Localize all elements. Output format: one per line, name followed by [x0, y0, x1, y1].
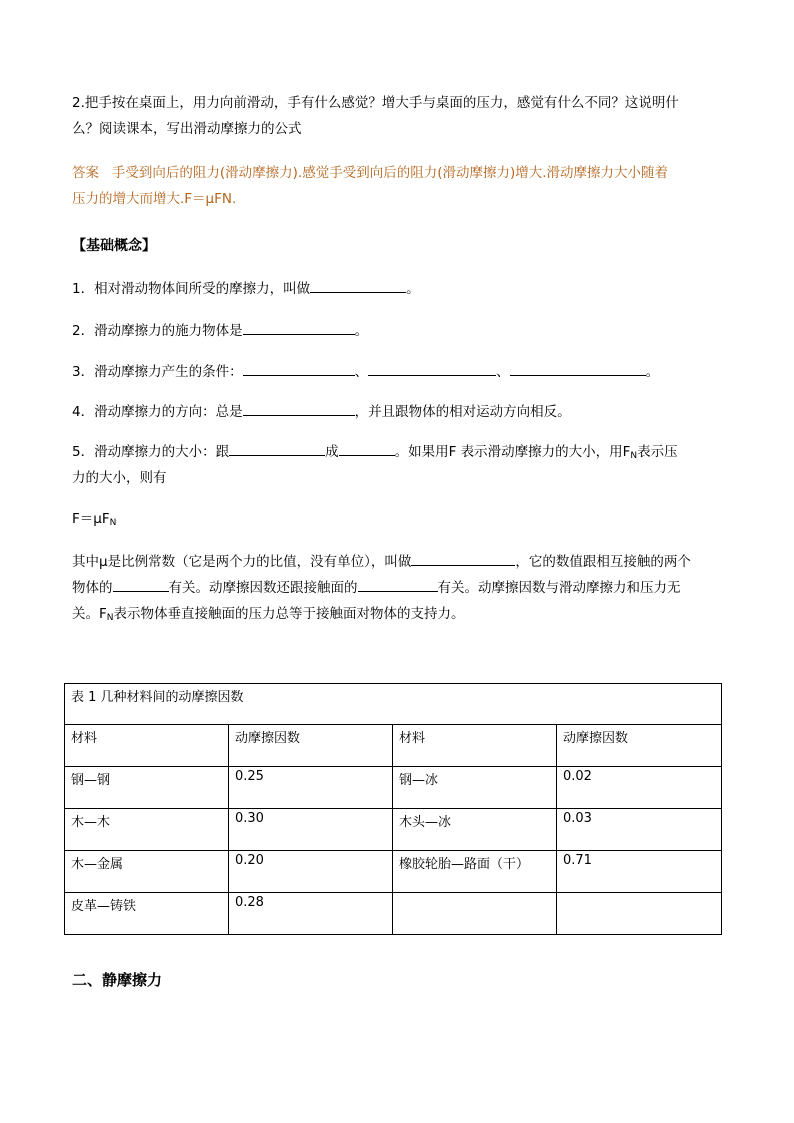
item-2-end: 。 [354, 323, 369, 339]
table-header: 材料 [65, 725, 229, 767]
section-2-heading: 二、静摩擦力 [72, 971, 163, 989]
item-4 [72, 399, 724, 425]
blank[interactable] [229, 439, 325, 456]
table-row [65, 851, 722, 893]
blank[interactable] [310, 276, 406, 293]
blank[interactable] [113, 575, 169, 592]
item-5-text-3: 表示压 [637, 444, 678, 460]
item-4-end: ，并且跟物体的相对运动方向相反。 [354, 404, 571, 420]
para-text: 其中μ是比例常数（它是两个力的比值，没有单位），叫做 [72, 554, 412, 570]
table-cell: 钢—钢 [65, 767, 229, 809]
separator: 、 [354, 364, 369, 380]
para-text: 物体的 [72, 580, 113, 596]
para-text: 有关。动摩擦因数与滑动摩擦力和压力无 [437, 580, 681, 596]
item-5-line2: 力的大小，则有 [72, 470, 167, 486]
blank[interactable] [243, 359, 355, 376]
para-text: 关。F [72, 606, 107, 622]
table-row [65, 767, 722, 809]
para-text: ，它的数值跟相互接触的两个 [515, 554, 691, 570]
table-cell: 0.71 [557, 851, 722, 893]
item-4-text: 4．滑动摩擦力的方向：总是 [72, 404, 243, 420]
table-row [65, 809, 722, 851]
table-cell: 钢—冰 [393, 767, 557, 809]
item-3-end: 。 [645, 364, 660, 380]
para-text: 有关。动摩擦因数还跟接触面的 [168, 580, 358, 596]
answer-block [72, 160, 724, 212]
blank[interactable] [339, 439, 395, 456]
table-cell: 木—木 [65, 809, 229, 851]
table-cell [393, 893, 557, 935]
separator: 、 [496, 364, 510, 380]
question-2-line2: 么？阅读课本，写出滑动摩擦力的公式 [72, 121, 302, 137]
basic-concepts-heading: 【基础概念】 [72, 238, 156, 254]
table-cell: 木头—冰 [393, 809, 557, 851]
table-header: 动摩擦因数 [229, 725, 393, 767]
table-cell: 0.03 [557, 809, 722, 851]
item-5 [72, 439, 724, 491]
blank[interactable] [358, 575, 438, 592]
table-header: 材料 [393, 725, 557, 767]
blank[interactable] [510, 359, 646, 376]
table-cell: 0.30 [229, 809, 393, 851]
blank[interactable] [411, 549, 515, 566]
blank[interactable] [243, 399, 355, 416]
item-1-end: 。 [406, 281, 420, 297]
item-2-text: 2．滑动摩擦力的施力物体是 [72, 323, 243, 339]
table-cell: 0.28 [229, 893, 393, 935]
item-1-text: 1．相对滑动物体间所受的摩擦力，叫做 [72, 281, 311, 297]
item-3 [72, 359, 724, 385]
table-cell: 0.02 [557, 767, 722, 809]
table-caption: 表 1 几种材料间的动摩擦因数 [65, 684, 722, 725]
item-3-text: 3．滑动摩擦力产生的条件： [72, 364, 243, 380]
question-2 [72, 90, 724, 142]
answer-label: 答案 [72, 165, 99, 181]
formula-text: F＝μF [72, 511, 110, 527]
para-text: 表示物体垂直接触面的压力总等于接触面对物体的支持力。 [113, 606, 465, 622]
answer-line1: 手受到向后的阻力(滑动摩擦力).感觉手受到向后的阻力(滑动摩擦力)增大.滑动摩擦力大小随着 [111, 165, 669, 181]
table-header-row [65, 725, 722, 767]
table-cell: 木—金属 [65, 851, 229, 893]
table-cell: 皮革—铸铁 [65, 893, 229, 935]
subscript: N [630, 451, 638, 461]
table-row [65, 893, 722, 935]
friction-coefficient-table [64, 683, 722, 935]
subscript: N [106, 613, 114, 623]
item-5-text-2: 。如果用F 表示滑动摩擦力的大小，用F [394, 444, 631, 460]
coefficient-paragraph [72, 549, 724, 627]
blank[interactable] [243, 318, 355, 335]
formula [72, 506, 724, 532]
blank[interactable] [368, 359, 496, 376]
table-cell: 0.25 [229, 767, 393, 809]
answer-line2: 压力的增大而增大.F＝μFN. [72, 191, 237, 207]
table-header: 动摩擦因数 [557, 725, 722, 767]
item-2 [72, 318, 724, 344]
item-1 [72, 276, 724, 302]
subscript: N [109, 518, 117, 528]
table-cell: 0.20 [229, 851, 393, 893]
question-2-line1: 2.把手按在桌面上，用力向前滑动，手有什么感觉？增大手与桌面的压力，感觉有什么不同？这说明什 [72, 95, 679, 111]
item-5-mid: 成 [325, 444, 339, 460]
table-cell [557, 893, 722, 935]
item-5-text: 5．滑动摩擦力的大小：跟 [72, 444, 230, 460]
table-cell: 橡胶轮胎—路面（干） [393, 851, 557, 893]
